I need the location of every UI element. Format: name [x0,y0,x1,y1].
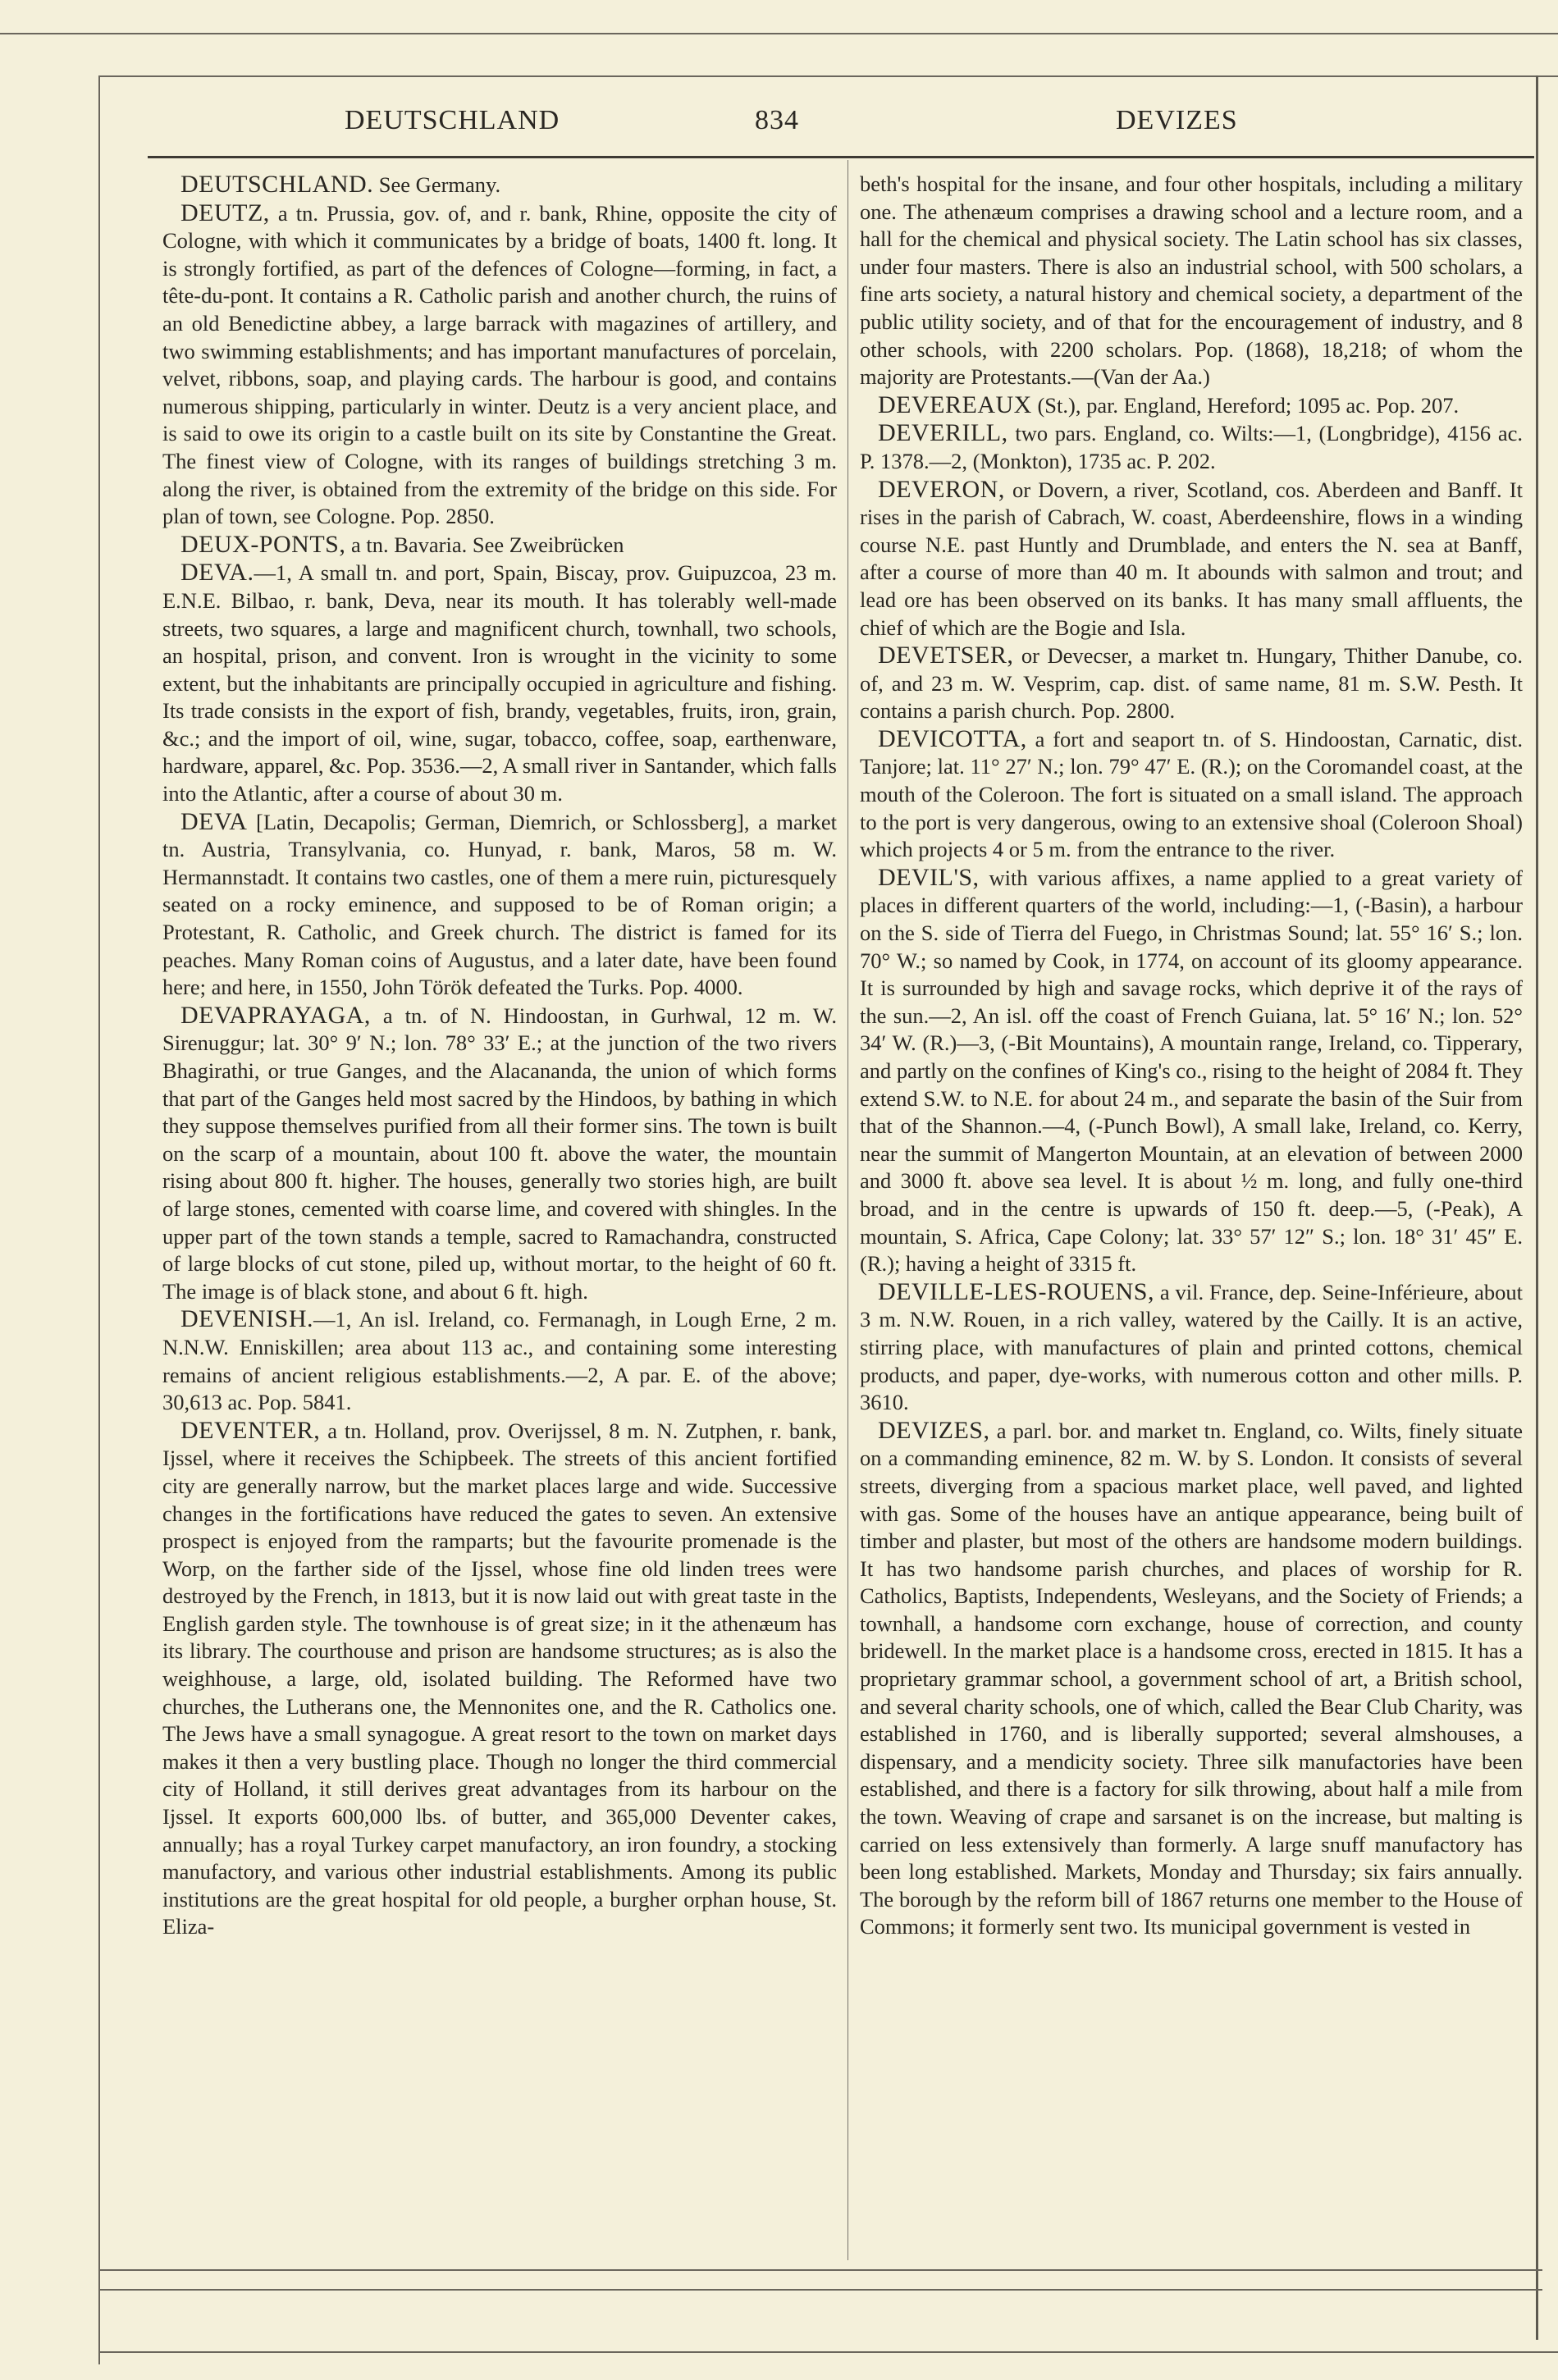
entry-body: or Dovern, a river, Scotland, cos. Aberdeen and Banff. It rises in the parish of Cabrach, W. coast, Aberdeenshire, flows in a winding course N.E. past Huntly and Drumblade, and enters the N. sea at Banff, after a course of more than 40 m. It abounds with salmon and trout; and lead ore has been observed on its banks. It has many small affluents, the chief of which are the Bogie and Isla. [860,477,1523,640]
entry-body: —1, A small tn. and port, Spain, Biscay, prov. Guipuzcoa, 23 m. E.N.E. Bilbao, r. bank, Deva, near its mouth. It has tolerably well-made streets, two squares, a large and magnificent church, townhall, two schools, an hospital, prison, and convent. Iron is wrought in the vicinity to some extent, but the inhabitants are principally occupied in agriculture and fishing. Its trade consists in the export of fish, brandy, vegetables, fruits, iron, grain, &c.; and the import of oil, wine, sugar, tobacco, coffee, soap, earthenware, hardware, apparel, &c. Pop. 3536.—2, A small river in Santander, which falls into the Atlantic, after a course of about 30 m. [162,560,837,806]
entry-body: a tn. Holland, prov. Overijssel, 8 m. N. Zutphen, r. bank, Ijssel, where it receives the Schipbeek. The streets of this ancient fortified city are generally narrow, but the market places large and wide. Successive changes in the fortifications have reduced the gates to seven. An extensive prospect is enjoyed from the ramparts; but the favourite promenade is the Worp, on the farther side of the Ijssel, whose fine old linden trees were destroyed by the French, in 1813, but it is now laid out with great taste in the English garden style. The townhouse is of great size; in it the athenæum has its library. The courthouse and prison are handsome structures; as is also the weighhouse, a large, old, isolated building. The Reformed have two churches, the Lutherans one, the Mennonites one, and the R. Catholics one. The Jews have a small synagogue. A great resort to the town on market days makes it then a very bustling place. Though no longer the third commercial city of Holland, it still derives great advantages from its harbour on the Ijssel. It exports 600,000 lbs. of butter, and 365,000 Deventer cakes, annually; has a royal Turkey carpet manufactory, an iron foundry, a stocking manufactory, and various other industrial establishments. Among its public institutions are the great hospital for old people, a burgher orphan house, St. Eliza- [162,1418,837,1939]
entry-deux-ponts [162,531,837,560]
entry-head: DEUX-PONTS, [180,530,346,558]
entry-deventer [162,1417,837,1941]
entry-body: a tn. of N. Hindoostan, in Gurhwal, 12 m. W. Sirenuggur; lat. 30° 9′ N.; lon. 78° 33′ E.; at the junction of the two rivers Bhagirathi, or true Ganges, and the Alacananda, the union of which forms that part of the Ganges held most sacred by the Hindoos, by bathing in which they suppose themselves purified from all their former sins. The town is built on the scarp of a mountain, about 100 ft. above the water, the mountain rising about 800 ft. higher. The houses, generally two stories high, are built of large stones, cemented with coarse lime, and covered with shingles. In the upper part of the town stands a temple, sacred to Ramachandra, constructed of large blocks of cut stone, piled up, without mortar, to the height of 60 ft. The image is of black stone, and about 6 ft. high. [162,1003,837,1304]
entry-deville-les-rouens [860,1278,1523,1417]
entry-head: DEVA [180,807,248,835]
entry-head: DEVENISH. [180,1305,313,1333]
entry-head: DEVIL'S, [878,863,980,891]
entry-head: DEVIZES, [878,1416,990,1444]
running-head-right: DEVIZES [1116,105,1238,135]
entry-deveron [860,476,1523,642]
entry-head: DEVILLE-LES-ROUENS, [878,1277,1154,1305]
entry-body: or Devecser, a market tn. Hungary, Thither Danube, co. of, and 23 m. W. Vesprim, cap. dist. of same name, 81 m. S.W. Pesth. It contains a parish church. Pop. 2800. [860,643,1523,724]
page-frame-line [98,2351,1558,2353]
entry-head: DEUTSCHLAND. [180,171,374,198]
entry-deutz [162,199,837,531]
entry-body: a parl. bor. and market tn. England, co. Wilts, finely situate on a commanding eminence, 82 m. W. by S. London. It consists of several streets, diverging from a spacious market place, well paved, and lighted with gas. Some of the houses have an antique appearance, being built of timber and plaster, but most of the others are handsome modern buildings. It has two handsome parish churches, and places of worship for R. Catholics, Baptists, Independents, Wesleyans, and the Society of Friends; a townhall, a handsome corn exchange, house of correction, and county bridewell. In the market place is a handsome cross, erected in 1815. It has a proprietary grammar school, a government school of art, a British school, and several charity schools, one of which, called the Bear Club Charity, was established in 1760, and is liberally supported; several almshouses, a dispensary, and a mendicity society. Three silk manufactories have been established, and there is a factory for silk throwing, about half a mile from the town. Weaving of crape and sarsanet is on the increase, but malting is carried on less extensively than formerly. A large snuff manufactory has been long established. Markets, Monday and Thursday; six fairs annually. The borough by the reform bill of 1867 returns one member to the House of Commons; it formerly sent two. Its municipal government is vested in [860,1418,1523,1939]
entry-devicotta [860,725,1523,864]
entry-devereaux [860,391,1523,420]
entry-devils [860,864,1523,1278]
entry-body: with various affixes, a name applied to a great variety of places in different quarters of the world, including:—1, (-Basin), a harbour on the S. side of Tierra del Fuego, in Christmas Sound; lat. 55° 16′ S.; lon. 70° W.; so named by Cook, in 1774, on account of its gloomy appearance. It is surrounded by high and savage rocks, which deprive it of the rays of the sun.—2, An isl. off the coast of French Guiana, lat. 5° 16′ N.; lon. 52° 34′ W. (R.)—3, (-Bit Mountains), A mountain range, Ireland, co. Tipperary, and partly on the confines of King's co., rising to the height of 2084 ft. They extend S.W. to N.E. for about 24 m., and separate the basin of the Suir from that of the Shannon.—4, (-Punch Bowl), A small lake, Ireland, co. Kerry, near the summit of Mangerton Mountain, at an elevation of between 2000 and 3000 ft. above sea level. It is about ½ m. long, and fully one-third broad, and in the centre is upwards of 150 ft. deep.—5, (-Peak), A mountain, S. Africa, Cape Colony; lat. 33° 57′ 12″ S.; lon. 18° 31′ 45″ E. (R.); having a height of 3315 ft. [860,865,1523,1277]
entry-body: See Germany. [373,172,501,197]
right-column [860,171,1523,2263]
page-frame-line [98,75,100,2364]
entry-body: [Latin, Decapolis; German, Diemrich, or Schlossberg], a market tn. Austria, Transylvania, co. Hunyad, r. bank, Maros, 58 m. W. Hermannstadt. It contains two castles, one of them a mere ruin, picturesquely seated on a rocky eminence, and supposed to be of Roman origin; a Protestant, R. Catholic, and Greek church. The district is famed for its peaches. Many Roman coins of Augustus, and a later date, have been found here; and here, in 1550, John Török defeated the Turks. Pop. 4000. [162,809,837,1000]
entry-deva-spain [162,559,837,807]
entry-head: DEVICOTTA, [878,724,1027,752]
entry-body: two pars. England, co. Wilts:—1, (Longbridge), 4156 ac. P. 1378.—2, (Monkton), 1735 ac. P. 202. [860,421,1523,473]
page-number: 834 [755,105,799,135]
entry-head: DEVA. [180,559,254,587]
page-frame-line [0,33,1558,34]
page-frame-line [1536,75,1538,2340]
entry-head: DEVAPRAYAGA, [180,1001,371,1029]
entry-body: —1, An isl. Ireland, co. Fermanagh, in Lough Erne, 2 m. N.N.W. Enniskillen; area about 113 ac., and containing some interesting remains of ancient religious establishments.—2, A par. E. of the above; 30,613 ac. Pop. 5841. [162,1307,837,1415]
entry-head: DEVETSER, [878,642,1014,669]
entry-body: a tn. Prussia, gov. of, and r. bank, Rhine, opposite the city of Cologne, with which it communicates by a bridge of boats, 1400 ft. long. It is strongly fortified, as part of the defences of Cologne—forming, in fact, a tête-du-pont. It contains a R. Catholic parish and another church, the ruins of an old Benedictine abbey, a large barrack with magazines of artillery, and two swimming establishments; and has important manufactures of porcelain, velvet, ribbons, soap, and playing cards. The harbour is good, and contains numerous shipping, particularly in winter. Deutz is a very ancient place, and is said to owe its origin to a castle built on its site by Constantine the Great. The finest view of Cologne, with its ranges of buildings stretching 3 m. along the river, is obtained from the extremity of the bridge on this side. For plan of town, see Cologne. Pop. 2850. [162,200,837,529]
entry-deverill [860,419,1523,475]
entry-body: a vil. France, dep. Seine-Inférieure, about 3 m. N.W. Rouen, in a rich valley, watered by the Cailly. It is an active, stirring place, with manufactures of plain and printed cottons, chemical products, and paper, dye-works, with numerous cotton and other mills. P. 3610. [860,1279,1523,1415]
entry-head: DEVERON, [878,475,1005,503]
entry-devaprayaga [162,1002,837,1306]
entry-body: a tn. Bavaria. See Zweibrücken [345,532,624,557]
entry-head: DEVERILL, [878,419,1008,447]
entry-devetser [860,642,1523,725]
left-column [162,171,837,2263]
page-frame-line [98,75,1558,77]
entry-head: DEUTZ, [180,199,270,226]
entry-devenish [162,1305,837,1416]
entry-deutschland [162,171,837,199]
page-frame-line [98,2289,1542,2291]
entry-body: a fort and seaport tn. of S. Hindoostan, Carnatic, dist. Tanjore; lat. 11° 27′ N.; lon. 79° 47′ E. (R.); on the Coromandel coast, at the mouth of the Coleroon. The fort is situated on a small island. The approach to the port is very dangerous, owing to an extensive shoal (Coleroon Shoal) which projects 4 or 5 m. from the entrance to the river. [860,726,1523,862]
entry-deventer-continued: beth's hospital for the insane, and four other hospitals, including a military one. The athenæum comprises a drawing school and a lecture room, and a hall for the chemical and physical society. The Latin school has six classes, under four masters. There is also an industrial school, with 500 scholars, a fine arts society, a natural history and chemical society, a department of the public utility society, and of that for the encouragement of industry, and 8 other schools, with 2200 scholars. Pop. (1868), 18,218; of whom the majority are Protestants.—(Van der Aa.) [860,171,1523,390]
running-head-left: DEUTSCHLAND [345,105,560,135]
entry-head: DEVENTER, [180,1416,321,1444]
page-frame-line [98,2269,1542,2271]
entry-devizes [860,1417,1523,1941]
entry-head: DEVEREAUX [878,391,1032,418]
header-rule [148,156,1534,158]
entry-deva-austria [162,808,837,1002]
entry-body: (St.), par. England, Hereford; 1095 ac. Pop. 207. [1031,392,1460,418]
